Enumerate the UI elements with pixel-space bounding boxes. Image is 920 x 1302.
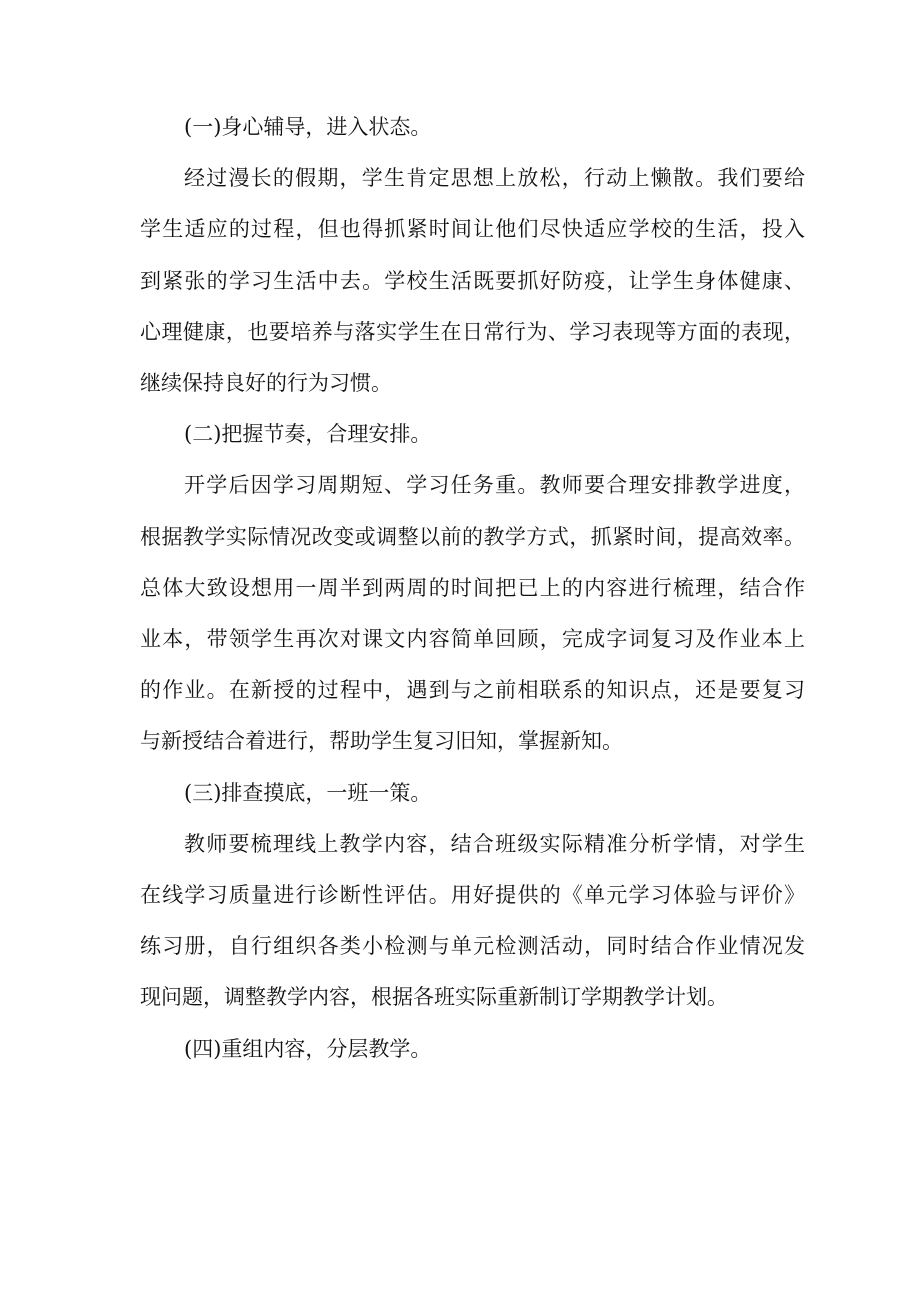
paragraph-2	[140, 460, 805, 767]
paragraph-line: 现问题，调整教学内容，根据各班实际重新制订学期教学计划。	[140, 985, 728, 1010]
section-heading-2: (二)把握节奏，合理安排。	[184, 422, 432, 447]
paragraph-line: 到紧张的学习生活中去。学校生活既要抓好防疫，让学生身体健康、	[140, 268, 805, 293]
section-heading-3: (三)排查摸底，一班一策。	[184, 780, 432, 805]
paragraph-line: 心理健康，也要培养与落实学生在日常行为、学习表现等方面的表现，	[140, 319, 805, 344]
paragraph-line: 开学后因学习周期短、学习任务重。教师要合理安排教学进度，	[184, 473, 805, 498]
paragraph-3	[140, 819, 805, 1024]
paragraph-line: 业本，带领学生再次对课文内容简单回顾，完成字词复习及作业本上	[140, 627, 805, 652]
section-heading-1: (一)身心辅导，进入状态。	[184, 115, 432, 139]
paragraph-line: 在线学习质量进行诊断性评估。用好提供的《单元学习体验与评价》	[140, 883, 805, 908]
section-heading-4: (四)重组内容，分层教学。	[184, 1036, 432, 1061]
paragraph-line: 练习册，自行组织各类小检测与单元检测活动，同时结合作业情况发	[140, 934, 805, 959]
paragraph-1	[140, 153, 805, 409]
paragraph-line: 继续保持良好的行为习惯。	[140, 371, 392, 396]
document-body	[140, 102, 805, 1075]
paragraph-line: 总体大致设想用一周半到两周的时间把已上的内容进行梳理，结合作	[140, 575, 805, 600]
paragraph-line: 根据教学实际情况改变或调整以前的教学方式，抓紧时间，提高效率。	[140, 524, 805, 549]
paragraph-line: 经过漫长的假期，学生肯定思想上放松，行动上懒散。我们要给	[184, 166, 805, 191]
paragraph-line: 教师要梳理线上教学内容，结合班级实际精准分析学情，对学生	[184, 831, 805, 856]
paragraph-line: 学生适应的过程，但也得抓紧时间让他们尽快适应学校的生活，投入	[140, 217, 805, 242]
paragraph-line: 的作业。在新授的过程中，遇到与之前相联系的知识点，还是要复习	[140, 678, 805, 703]
paragraph-line: 与新授结合着进行，帮助学生复习旧知，掌握新知。	[140, 729, 623, 754]
